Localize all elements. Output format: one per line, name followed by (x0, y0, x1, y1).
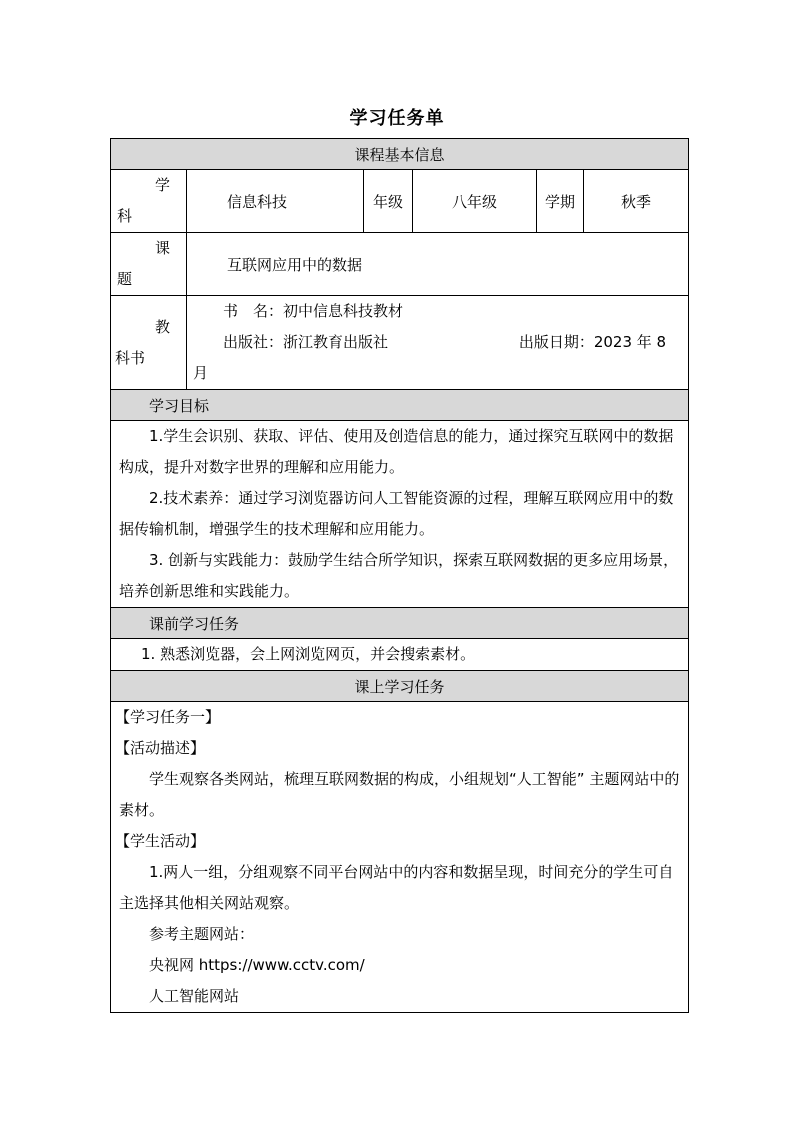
ref-site-cctv: 央视网 https://www.cctv.com/ (149, 956, 365, 974)
topic-value: 互联网应用中的数据 (187, 233, 689, 296)
pre-task-header-row (111, 608, 689, 639)
page-title: 学习任务单 (349, 108, 445, 129)
textbook-publisher-line (187, 327, 688, 358)
pre-task-row (111, 639, 689, 671)
textbook-row (111, 296, 689, 390)
task-one-label: 【学习任务一】 (115, 708, 221, 726)
textbook-label: 教 科书 (111, 296, 187, 390)
goal-item: 2.技术素养：通过学习浏览器访问人工智能资源的过程，理解互联网应用中的数据传输机制，增强学生的技术理解和应用能力。 (119, 489, 674, 538)
pre-task-header: 课前学习任务 (111, 608, 689, 639)
student-activity-label: 【学生活动】 (115, 832, 206, 850)
goals-row (111, 421, 689, 608)
in-class-content (111, 702, 689, 1013)
basic-info-header: 课程基本信息 (111, 139, 689, 170)
in-class-row (111, 702, 689, 1013)
goals-header-row (111, 390, 689, 421)
textbook-name: 书 名：初中信息科技教材 (223, 302, 404, 320)
goal-item: 3. 创新与实践能力：鼓励学生结合所学知识，探索互联网数据的更多应用场景，培养创新思维和实践能力。 (119, 551, 679, 600)
in-class-header: 课上学习任务 (111, 671, 689, 702)
textbook-publisher: 出版社：浙江教育出版社 (223, 333, 389, 351)
term-value: 秋季 (584, 170, 689, 233)
basic-info-header-row (111, 139, 689, 170)
textbook-info (187, 296, 689, 390)
activity-desc-label: 【活动描述】 (115, 739, 206, 757)
ref-site-ai: 人工智能网站 (149, 987, 240, 1005)
student-activity: 1.两人一组，分组观察不同平台网站中的内容和数据呈现，时间充分的学生可自主选择其他相关网站观察。 (119, 863, 674, 912)
grade-value: 八年级 (413, 170, 537, 233)
task-sheet-table (110, 138, 689, 1013)
textbook-pub-date-wrap: 月 (193, 364, 209, 382)
grade-label: 年级 (364, 170, 413, 233)
ref-label: 参考主题网站： (149, 925, 255, 943)
subject-row (111, 170, 689, 233)
goal-item: 1.学生会识别、获取、评估、使用及创造信息的能力，通过探究互联网中的数据构成，提升对数字世界的理解和应用能力。 (119, 427, 674, 476)
pre-task-item: 1. 熟悉浏览器，会上网浏览网页，并会搜索素材。 (111, 639, 689, 671)
topic-label: 课 题 (111, 233, 187, 296)
goals-header: 学习目标 (111, 390, 689, 421)
goals-content (111, 421, 689, 608)
subject-label: 学 科 (111, 170, 187, 233)
topic-row (111, 233, 689, 296)
term-label: 学期 (537, 170, 584, 233)
subject-value: 信息科技 (187, 170, 364, 233)
activity-desc: 学生观察各类网站，梳理互联网数据的构成，小组规划“人工智能” 主题网站中的素材。 (119, 770, 680, 819)
textbook-pub-date: 出版日期：2023 年 8 (518, 333, 667, 351)
in-class-header-row (111, 671, 689, 702)
